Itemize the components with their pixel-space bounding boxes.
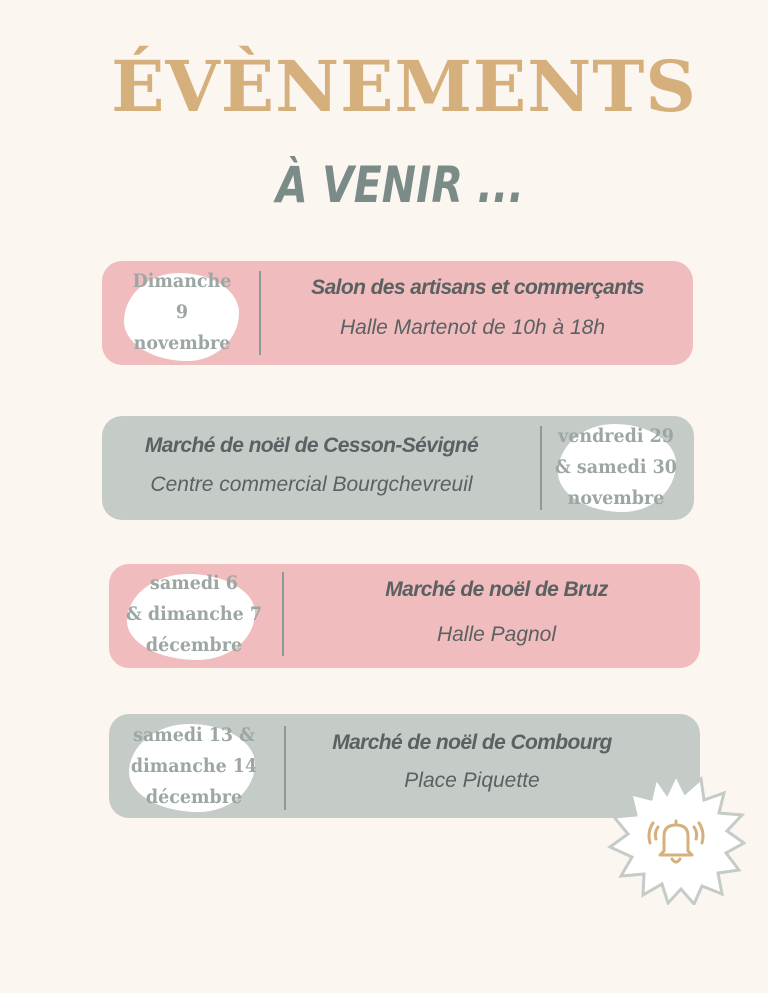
- event-title: Salon des artisans et commerçants: [311, 276, 644, 299]
- event-date-line: Dimanche: [132, 270, 232, 292]
- event-date-line: novembre: [133, 332, 231, 354]
- page-subtitle: À VENIR ...: [276, 156, 524, 214]
- bell-badge: [606, 773, 746, 905]
- card-divider: [540, 426, 542, 510]
- event-date: [125, 568, 263, 661]
- event-date-line: 9: [175, 301, 189, 323]
- event-place: Centre commercial Bourgchevreuil: [150, 473, 473, 496]
- event-date-line: décembre: [145, 634, 243, 656]
- event-date-line: & samedi 30: [555, 456, 677, 478]
- event-date-line: novembre: [567, 487, 665, 509]
- event-card-3: [109, 564, 700, 668]
- starburst-shape: [610, 775, 744, 904]
- card-divider: [259, 271, 261, 355]
- event-date-line: samedi 6: [150, 572, 238, 594]
- event-place: Halle Pagnol: [436, 623, 557, 646]
- event-place: Halle Martenot de 10h à 18h: [339, 316, 605, 339]
- event-title: Marché de noël de Cesson-Sévigné: [144, 434, 479, 457]
- card-divider: [282, 572, 284, 656]
- event-card-1: [102, 261, 693, 365]
- event-card-2: [102, 416, 694, 520]
- event-date-line: décembre: [145, 786, 243, 808]
- event-date: [553, 421, 678, 514]
- event-date-line: samedi 13 &: [133, 724, 255, 746]
- event-title: Marché de noël de Bruz: [385, 578, 608, 601]
- event-date: [125, 720, 263, 813]
- event-date-line: vendredi 29: [558, 425, 674, 447]
- event-date: [127, 266, 237, 359]
- event-date-line: dimanche 14: [130, 755, 258, 777]
- event-date-line: & dimanche 7: [126, 603, 262, 625]
- page-title: ÉVÈNEMENTS: [111, 45, 697, 128]
- event-place: Place Piquette: [404, 769, 540, 792]
- event-title: Marché de noël de Combourg: [332, 731, 612, 754]
